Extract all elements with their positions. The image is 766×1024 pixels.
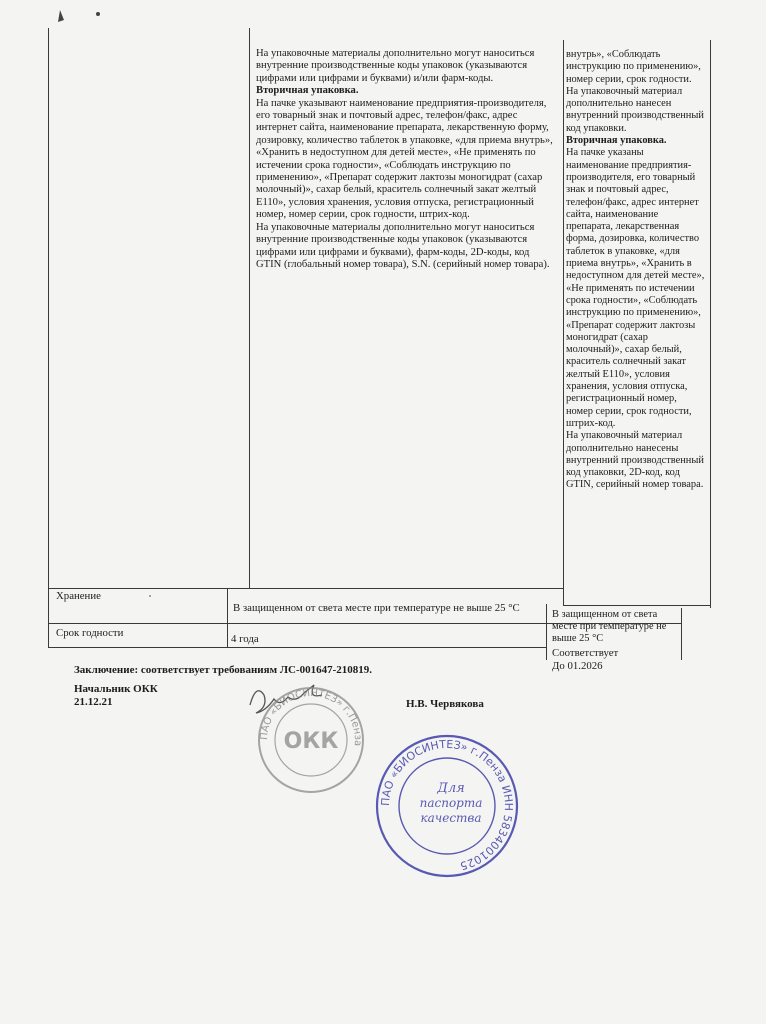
signer-name: Н.В. Червякова bbox=[406, 698, 484, 710]
secondary-packaging-text: На пачке указывают наименование предприятия-производителя, его товарный знак и почтовый адрес, телефон/факс, адрес интернет сайта, наименование препарата, лекарственную форму, дозировку, количество таблеток в упаковке, «для приема внутрь», «Хранить в недоступном для детей месте», «Не применять по истечении срока годности», «Соблюдать инструкцию по применению», «Препарат содержит лактозы моногидрат (сахар молочный)», сахар белый, краситель солнечный закат желтый Е110», условия хранения, условия отпуска, регистрационный номер, номер серии, срок годности, штрих-код. bbox=[256, 97, 553, 221]
signer-position: Начальник ОКК bbox=[74, 683, 158, 695]
okk-stamp bbox=[259, 688, 363, 792]
okk-stamp-ring-text: ПАО «БИОСИНТЕЗ» г.Пенза bbox=[258, 687, 364, 747]
okk-stamp-center: ОКК bbox=[283, 729, 339, 754]
scan-specks bbox=[58, 10, 151, 597]
storage-result: В защищенном от света месте при температуре не выше 25 °С bbox=[552, 609, 667, 644]
shelf-life-label: Срок годности bbox=[56, 627, 124, 639]
packaging-intro: На упаковочные материалы дополнительно могут наноситься внутренние производственные коды упаковок (указываются цифрами или цифрами и буквами) и/или фарм-коды. bbox=[256, 48, 535, 84]
conclusion-text: Заключение: соответствует требованиям ЛС-001647-210819. bbox=[74, 664, 373, 676]
round-stamp-center-2: паспорта bbox=[419, 796, 483, 810]
shelf-life-result-2: До 01.2026 bbox=[552, 660, 603, 672]
secondary-packaging-result-heading: Вторичная упаковка. bbox=[566, 135, 667, 147]
storage-label: Хранение bbox=[56, 590, 101, 602]
shelf-life-result-1: Соответствует bbox=[552, 647, 619, 659]
packaging-result-codes: На упаковочный материал дополнительно нанесены внутренний производственный код упаковки, 2D-код, код GTIN, серийный номер товара. bbox=[566, 430, 704, 491]
packaging-result-inner-code: На упаковочный материал дополнительно нанесен внутренний производственный код упаковки. bbox=[566, 85, 704, 134]
packaging-result-top: внутрь», «Соблюдать инструкцию по применению», номер серии, срок годности. bbox=[566, 49, 701, 85]
shelf-life-requirement: 4 года bbox=[231, 633, 259, 645]
biosintez-round-stamp bbox=[377, 736, 517, 876]
round-stamp-ring-text: ПАО «БИОСИНТЕЗ» г.Пенза ИНН 5834001025 bbox=[378, 737, 516, 873]
round-stamp-center-1: Для bbox=[437, 781, 465, 796]
packaging-codes-text: На упаковочные материалы дополнительно могут наноситься внутренние производственные коды упаковок (указываются цифрами или цифрами и буквами), фарм-коды, 2D-коды, код GTIN (глобальный номер товара), S.N. (серийный номер товара). bbox=[256, 221, 550, 270]
secondary-packaging-result-text: На пачке указаны наименование предприятия-производителя, его товарный знак и почтовый адрес, телефон/факс, адрес интернет сайта, наименование препарата, лекарственная форма, дозировка, количество таблеток в упаковке, «для приема внутрь», «Хранить в недоступном для детей месте», «Не применять по истечении срока годности», «Соблюдать инструкцию по применению», «Препарат содержит лактозы моногидрат (сахар молочный)», сахар белый, краситель солнечный закат желтый Е110», условия хранения, условия отпуска, регистрационный номер, номер серии, срок годности, штрих-код. bbox=[566, 147, 705, 429]
secondary-packaging-heading: Вторичная упаковка. bbox=[256, 85, 359, 97]
signature-date: 21.12.21 bbox=[74, 696, 113, 708]
storage-requirement: В защищенном от света месте при температуре не выше 25 °С bbox=[233, 602, 520, 614]
round-stamp-center-3: качества bbox=[420, 811, 482, 825]
